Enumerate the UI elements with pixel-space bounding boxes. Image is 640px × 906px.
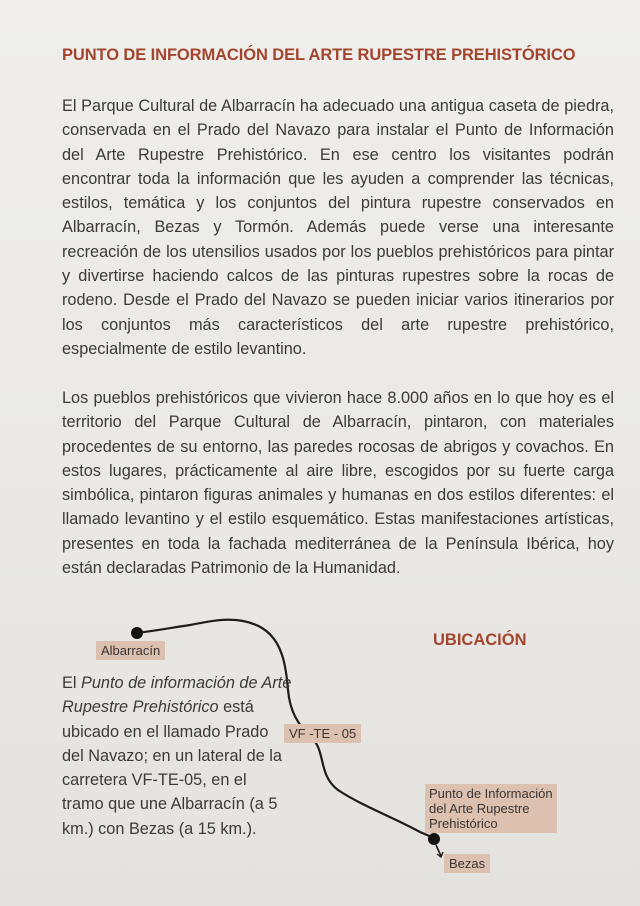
bezas-arrow [436,845,441,856]
info-point-label [425,784,557,833]
page-title: PUNTO DE INFORMACIÓN DEL ARTE RUPESTRE PREHISTÓRICO [62,46,576,64]
road-label: VF -TE - 05 [284,724,361,743]
location-text [62,671,292,841]
location-text-intro: El [62,674,82,692]
location-text-rest: está ubicado en el llamado Prado del Navazo; en un lateral de la carretera VF-TE-05, en el tramo que une Albarracín (a 5 km.) con Bezas (a 15 km.). [62,698,282,838]
info-point-line3: Prehistórico [429,816,498,831]
intro-paragraph: El Parque Cultural de Albarracín ha adecuado una antigua caseta de piedra, conservada en el Prado del Navazo para instalar el Punto de Información del Arte Rupestre Prehistórico. En ese centro los visitantes podrán encontrar toda la información que les ayuden a comprender las técnicas, estilos, temática y los conjuntos del pintura rupestre conservados en Albarracín, Bezas y Tormón. Además puede verse una interesante recreación de los utensilios usados por los pueblos prehistóricos para pintar y divertirse haciendo calcos de las pinturas rupestres sobre la rocas de rodeno. Desde el Prado del Navazo se pueden iniciar varios itinerarios por los conjuntos más característicos del arte rupestre prehistórico, especialmente de estilo levantino. [62,97,614,358]
info-point-line1: Punto de Información [429,786,553,801]
info-point-line2: del Arte Rupestre [429,801,530,816]
location-text-italic: Punto de información de Arte Rupestre Prehistórico [62,674,292,717]
bezas-label: Bezas [444,854,490,873]
location-heading: UBICACIÓN [433,631,527,649]
history-paragraph: Los pueblos prehistóricos que vivieron hace 8.000 años en lo que hoy es el territorio del Parque Cultural de Albarracín, pintaron, con materiales procedentes de su entorno, las paredes rocosas de abrigos y covachos. En estos lugares, prácticamente al aire libre, escogidos por su fuerte carga simbólica, pintaron figuras animales y humanas en dos estilos diferentes: el llamado levantino y el estilo esquemático. Estas manifestaciones artísticas, presentes en toda la fachada mediterránea de la Península Ibérica, hoy están declaradas Patrimonio de la Humanidad. [62,389,614,578]
albarracin-marker [131,627,143,639]
point-marker [428,833,440,845]
albarracin-label: Albarracín [96,641,165,660]
